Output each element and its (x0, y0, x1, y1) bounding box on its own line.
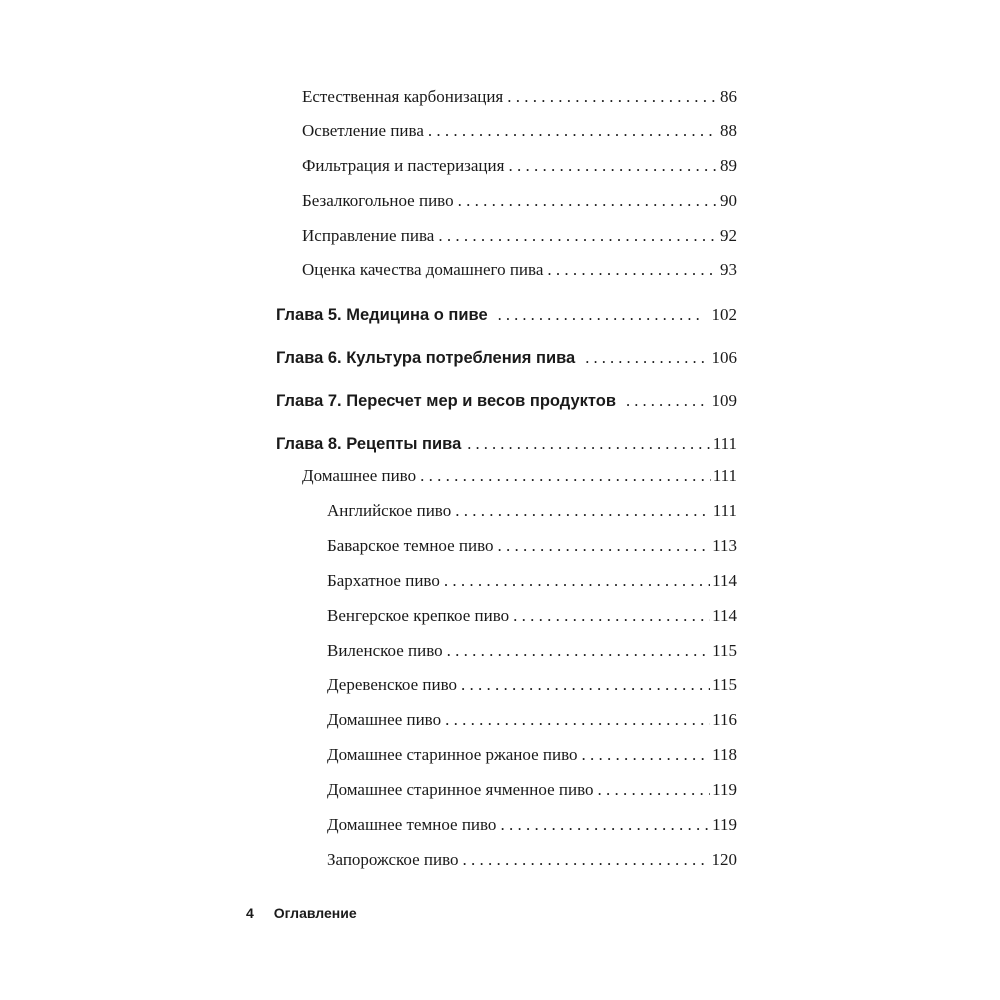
toc-entry-title: Оценка качества домашнего пива (302, 260, 544, 279)
toc-chapter-title: Глава 5. Медицина о пиве (276, 306, 488, 324)
dot-leader (444, 568, 710, 594)
dot-leader (438, 223, 718, 249)
toc-entry-title: Деревенское пиво (327, 675, 458, 694)
dot-leader (447, 638, 711, 664)
toc-entry (327, 603, 737, 629)
dot-leader (507, 84, 718, 110)
dot-leader (458, 188, 718, 214)
toc-entry (327, 672, 737, 698)
toc-chapter-title: Глава 7. Пересчет мер и весов продуктов (276, 392, 616, 410)
toc-entry (327, 638, 737, 664)
toc-entry (327, 707, 737, 733)
toc-entry-title: Домашнее пиво (327, 710, 442, 729)
toc-entry-title: Виленское пиво (327, 641, 443, 660)
toc-chapter (276, 431, 737, 457)
toc-entry-title: Естественная карбонизация (302, 87, 504, 106)
toc-entry-title: Запорожское пиво (327, 850, 459, 869)
toc-chapter-page: 111 (712, 434, 737, 453)
toc-chapter-title: Глава 6. Культура потребления пива (276, 349, 576, 367)
toc-entry-title: Исправление пива (302, 226, 435, 245)
toc-entry-title: Английское пиво (327, 501, 452, 520)
toc-chapter-title: Глава 8. Рецепты пива (276, 435, 462, 453)
toc-entry (302, 257, 737, 283)
toc-entry-page: 116 (712, 710, 737, 729)
toc-entry-page: 118 (712, 745, 737, 764)
toc-entry-page: 113 (712, 536, 737, 555)
toc-entry-title: Домашнее старинное ячменное пиво (327, 780, 594, 799)
dot-leader (445, 707, 710, 733)
toc-entry (302, 223, 737, 249)
toc-chapter-page: 109 (711, 391, 737, 410)
page-number: 4 (246, 905, 254, 921)
toc-entry-title: Домашнее старинное ржаное пиво (327, 745, 578, 764)
toc-entry-title: Венгерское крепкое пиво (327, 606, 510, 625)
toc-entry-title: Бархатное пиво (327, 571, 440, 590)
dot-leader (498, 533, 711, 559)
toc-entry-page: 111 (712, 466, 737, 485)
toc-chapter (276, 345, 737, 371)
toc-entry-page: 90 (720, 191, 737, 210)
dot-leader (513, 603, 710, 629)
toc-entry-page: 115 (712, 641, 737, 660)
toc-entry (327, 498, 737, 524)
dot-leader (500, 812, 710, 838)
dot-leader (598, 777, 711, 803)
dot-leader (467, 431, 711, 457)
dot-leader (420, 463, 711, 489)
toc-entry-page: 114 (712, 606, 737, 625)
toc-entry-page: 92 (720, 226, 737, 245)
toc-entry-page: 119 (712, 780, 737, 799)
dot-leader (626, 388, 704, 414)
toc-entry-title: Домашнее темное пиво (327, 815, 497, 834)
toc-entry (302, 118, 737, 144)
toc-entry (327, 742, 737, 768)
dot-leader (498, 302, 704, 328)
dot-leader (582, 742, 711, 768)
toc-entry (302, 153, 737, 179)
toc-entry (327, 777, 737, 803)
toc-entry (327, 533, 737, 559)
dot-leader (461, 672, 710, 698)
toc-entry-page: 88 (720, 121, 737, 140)
toc-chapter-page: 106 (711, 348, 737, 367)
running-header-section: Оглавление (273, 905, 357, 921)
toc-entry (302, 463, 737, 489)
dot-leader (455, 498, 711, 524)
page-footer (246, 905, 357, 921)
toc-chapter-page: 102 (711, 305, 737, 324)
toc-chapter (276, 302, 737, 328)
toc-entry-page: 115 (712, 675, 737, 694)
dot-leader (508, 153, 718, 179)
toc-entry-title: Домашнее пиво (302, 466, 417, 485)
toc-entry-page: 86 (720, 87, 737, 106)
dot-leader (585, 345, 703, 371)
toc-entry-title: Фильтрация и пастеризация (302, 156, 505, 175)
dot-leader (547, 257, 718, 283)
toc-entry-title: Безалкогольное пиво (302, 191, 454, 210)
toc-entry-page: 89 (720, 156, 737, 175)
toc-entry (327, 847, 737, 873)
toc-entry (302, 188, 737, 214)
toc-entry-title: Баварское темное пиво (327, 536, 494, 555)
toc-entry (327, 812, 737, 838)
toc-entry-page: 93 (720, 260, 737, 279)
toc-entry (302, 84, 737, 110)
toc-entry-page: 119 (712, 815, 737, 834)
toc-entry-page: 111 (712, 501, 737, 520)
toc-chapter (276, 388, 737, 414)
toc-entry-page: 120 (711, 850, 737, 869)
dot-leader (428, 118, 718, 144)
toc-entry (327, 568, 737, 594)
toc-entry-title: Осветление пива (302, 121, 424, 140)
toc-entry-page: 114 (712, 571, 737, 590)
dot-leader (463, 847, 710, 873)
